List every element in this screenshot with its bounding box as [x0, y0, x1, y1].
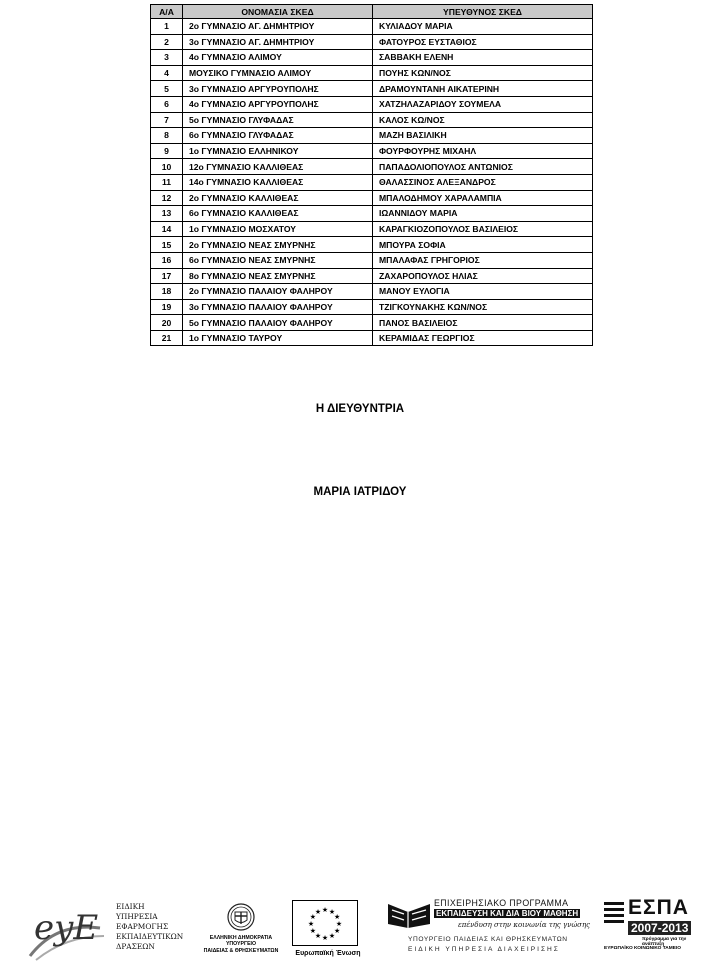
- espa-caption: ΕΥΡΩΠΑΪΚΟ ΚΟΙΝΩΝΙΚΟ ΤΑΜΕΙΟ: [604, 946, 682, 951]
- row-number: 14: [151, 221, 183, 237]
- table-row: [151, 190, 593, 206]
- school-name: 3ο ΓΥΜΝΑΣΙΟ ΑΡΓΥΡΟΥΠΟΛΗΣ: [183, 81, 373, 97]
- table-header-row: [151, 5, 593, 19]
- espa-title: ΕΣΠΑ: [628, 896, 689, 919]
- table-body: [151, 19, 593, 346]
- table-row: [151, 237, 593, 253]
- responsible-name: ΠΑΝΟΣ ΒΑΣΙΛΕΙΟΣ: [373, 315, 593, 331]
- row-number: 20: [151, 315, 183, 331]
- school-name: 6ο ΓΥΜΝΑΣΙΟ ΝΕΑΣ ΣΜΥΡΝΗΣ: [183, 252, 373, 268]
- responsible-name: ΚΑΡΑΓΚΙΟΖΟΠΟΥΛΟΣ ΒΑΣΙΛΕΙΟΣ: [373, 221, 593, 237]
- school-name: 14ο ΓΥΜΝΑΣΙΟ ΚΑΛΛΙΘΕΑΣ: [183, 174, 373, 190]
- table-row: [151, 81, 593, 97]
- table-row: [151, 174, 593, 190]
- table-row: [151, 159, 593, 175]
- responsible-name: ΜΠΟΥΡΑ ΣΟΦΙΑ: [373, 237, 593, 253]
- responsible-name: ΦΑΤΟΥΡΟΣ ΕΥΣΤΑΘΙΟΣ: [373, 34, 593, 50]
- school-name: 5ο ΓΥΜΝΑΣΙΟ ΓΛΥΦΑΔΑΣ: [183, 112, 373, 128]
- responsible-name: ΜΑΖΗ ΒΑΣΙΛΙΚΗ: [373, 128, 593, 144]
- eu-star-icon: ★: [321, 907, 329, 914]
- row-number: 4: [151, 65, 183, 81]
- programme-book-icon: [386, 900, 432, 928]
- school-name: ΜΟΥΣΙΚΟ ΓΥΜΝΑΣΙΟ ΑΛΙΜΟΥ: [183, 65, 373, 81]
- row-number: 12: [151, 190, 183, 206]
- eu-star-icon: ★: [307, 921, 315, 928]
- school-name: 2ο ΓΥΜΝΑΣΙΟ ΚΑΛΛΙΘΕΑΣ: [183, 190, 373, 206]
- responsible-name: ΠΑΠΑΔΟΛΙΟΠΟΥΛΟΣ ΑΝΤΩΝΙΟΣ: [373, 159, 593, 175]
- row-number: 5: [151, 81, 183, 97]
- programme-line4: ΕΙΔΙΚΗ ΥΠΗΡΕΣΙΑ ΔΙΑΧΕΙΡΙΣΗΣ: [408, 946, 560, 953]
- school-name: 6ο ΓΥΜΝΑΣΙΟ ΓΛΥΦΑΔΑΣ: [183, 128, 373, 144]
- row-number: 8: [151, 128, 183, 144]
- table-row: [151, 284, 593, 300]
- row-number: 6: [151, 96, 183, 112]
- school-name: 1ο ΓΥΜΝΑΣΙΟ ΕΛΛΗΝΙΚΟΥ: [183, 143, 373, 159]
- table-row: [151, 252, 593, 268]
- row-number: 11: [151, 174, 183, 190]
- responsible-name: ΠΟΥΗΣ ΚΩΝ/ΝΟΣ: [373, 65, 593, 81]
- school-name: 4ο ΓΥΜΝΑΣΙΟ ΑΡΓΥΡΟΥΠΟΛΗΣ: [183, 96, 373, 112]
- responsible-name: ΚΥΛΙΑΔΟΥ ΜΑΡΙΑ: [373, 19, 593, 35]
- school-name: 1ο ΓΥΜΝΑΣΙΟ ΜΟΣΧΑΤΟΥ: [183, 221, 373, 237]
- row-number: 1: [151, 19, 183, 35]
- table-row: [151, 96, 593, 112]
- row-number: 18: [151, 284, 183, 300]
- programme-line1: ΕΠΙΧΕΙΡΗΣΙΑΚΟ ΠΡΟΓΡΑΜΜΑ: [434, 898, 569, 908]
- table-row: [151, 315, 593, 331]
- schools-table: [150, 4, 593, 346]
- row-number: 13: [151, 206, 183, 222]
- responsible-name: ΖΑΧΑΡΟΠΟΥΛΟΣ ΗΛΙΑΣ: [373, 268, 593, 284]
- responsible-name: ΜΑΝΟΥ ΕΥΛΟΓΙΑ: [373, 284, 593, 300]
- responsible-name: ΣΑΒΒΑΚΗ ΕΛΕΝΗ: [373, 50, 593, 66]
- eye-line: ΕΚΠΑΙΔΕΥΤΙΚΩΝ: [116, 932, 184, 941]
- eu-star-icon: ★: [335, 921, 343, 928]
- school-name: 12ο ΓΥΜΝΑΣΙΟ ΚΑΛΛΙΘΕΑΣ: [183, 159, 373, 175]
- programme-line3: ΥΠΟΥΡΓΕΙΟ ΠΑΙΔΕΙΑΣ ΚΑΙ ΘΡΗΣΚΕΥΜΑΤΩΝ: [408, 936, 568, 943]
- eu-star-icon: ★: [328, 908, 336, 916]
- programme-slogan: επένδυση στην κοινωνία της γνώσης: [458, 921, 591, 929]
- eu-star-icon: ★: [321, 935, 329, 942]
- table-row: [151, 34, 593, 50]
- table-row: [151, 221, 593, 237]
- school-name: 3ο ΓΥΜΝΑΣΙΟ ΑΓ. ΔΗΜΗΤΡΙΟΥ: [183, 34, 373, 50]
- responsible-name: ΜΠΑΛΑΦΑΣ ΓΡΗΓΟΡΙΟΣ: [373, 252, 593, 268]
- row-number: 2: [151, 34, 183, 50]
- row-number: 3: [151, 50, 183, 66]
- eu-star-icon: ★: [314, 908, 322, 916]
- responsible-name: ΦΟΥΡΦΟΥΡΗΣ ΜΙΧΑΗΛ: [373, 143, 593, 159]
- school-name: 6ο ΓΥΜΝΑΣΙΟ ΚΑΛΛΙΘΕΑΣ: [183, 206, 373, 222]
- school-name: 2ο ΓΥΜΝΑΣΙΟ ΑΓ. ΔΗΜΗΤΡΙΟΥ: [183, 19, 373, 35]
- responsible-name: ΤΖΙΓΚΟΥΝΑΚΗΣ ΚΩΝ/ΝΟΣ: [373, 299, 593, 315]
- school-name: 5ο ΓΥΜΝΑΣΙΟ ΠΑΛΑΙΟΥ ΦΑΛΗΡΟΥ: [183, 315, 373, 331]
- school-name: 2ο ΓΥΜΝΑΣΙΟ ΠΑΛΑΙΟΥ ΦΑΛΗΡΟΥ: [183, 284, 373, 300]
- eye-text: [116, 902, 183, 952]
- espa-tagline: πρόγραμμα για την ανάπτυξη: [642, 937, 687, 947]
- gr-line: ΠΑΙΔΕΙΑΣ & ΘΡΗΣΚΕΥΜΑΤΩΝ: [203, 947, 279, 954]
- table-row: [151, 128, 593, 144]
- responsible-name: ΧΑΤΖΗΛΑΖΑΡΙΔΟΥ ΣΟΥΜΕΛΑ: [373, 96, 593, 112]
- row-number: 19: [151, 299, 183, 315]
- greek-republic-text: [200, 935, 282, 954]
- eu-logo: [290, 900, 370, 962]
- table-row: [151, 206, 593, 222]
- eu-stars-icon: [293, 901, 357, 945]
- school-name: 8ο ΓΥΜΝΑΣΙΟ ΝΕΑΣ ΣΜΥΡΝΗΣ: [183, 268, 373, 284]
- header-school-name: ΟΝΟΜΑΣΙΑ ΣΚΕΔ: [183, 5, 373, 19]
- gr-line: ΕΛΛΗΝΙΚΗ ΔΗΜΟΚΡΑΤΙΑ: [209, 935, 273, 941]
- programme-line2: ΕΚΠΑΙΔΕΥΣΗ ΚΑΙ ΔΙΑ ΒΙΟΥ ΜΑΘΗΣΗ: [436, 909, 579, 918]
- row-number: 7: [151, 112, 183, 128]
- eu-star-icon: ★: [333, 928, 341, 935]
- eye-line: ΔΡΑΣΕΩΝ: [116, 942, 155, 951]
- table-row: [151, 299, 593, 315]
- espa-stripes-icon: [602, 900, 626, 926]
- row-number: 21: [151, 330, 183, 346]
- eu-caption: Ευρωπαϊκή Ένωση: [295, 950, 361, 957]
- eye-mark: eyE: [34, 908, 99, 948]
- signature-name: ΜΑΡΙΑ ΙΑΤΡΙΔΟΥ: [313, 486, 407, 498]
- espa-logo: [602, 896, 698, 962]
- school-name: 4ο ΓΥΜΝΑΣΙΟ ΑΛΙΜΟΥ: [183, 50, 373, 66]
- responsible-name: ΔΡΑΜΟΥΝΤΑΝΗ ΑΙΚΑΤΕΡΙΝΗ: [373, 81, 593, 97]
- table-row: [151, 19, 593, 35]
- responsible-name: ΚΑΛΟΣ ΚΩ/ΝΟΣ: [373, 112, 593, 128]
- row-number: 10: [151, 159, 183, 175]
- gr-line: ΥΠΟΥΡΓΕΙΟ: [225, 941, 257, 948]
- espa-years: 2007-2013: [628, 921, 691, 935]
- school-name: 2ο ΓΥΜΝΑΣΙΟ ΝΕΑΣ ΣΜΥΡΝΗΣ: [183, 237, 373, 253]
- table-row: [151, 65, 593, 81]
- responsible-name: ΜΠΑΛΟΔΗΜΟΥ ΧΑΡΑΛΑΜΠΙΑ: [373, 190, 593, 206]
- eu-star-icon: ★: [333, 914, 341, 921]
- school-name: 1ο ΓΥΜΝΑΣΙΟ ΤΑΥΡΟΥ: [183, 330, 373, 346]
- eu-star-icon: ★: [309, 928, 317, 935]
- responsible-name: ΘΑΛΑΣΣΙΝΟΣ ΑΛΕΞΑΝΔΡΟΣ: [373, 174, 593, 190]
- table-row: [151, 50, 593, 66]
- table-row: [151, 330, 593, 346]
- eye-line: ΕΙΔΙΚΗ: [116, 902, 145, 911]
- row-number: 17: [151, 268, 183, 284]
- eye-line: ΕΦΑΡΜΟΓΗΣ: [116, 922, 169, 931]
- header-responsible: ΥΠΕΥΘΥΝΟΣ ΣΚΕΔ: [373, 5, 593, 19]
- signature-role: Η ΔΙΕΥΘΥΝΤΡΙΑ: [315, 403, 405, 415]
- table-row: [151, 268, 593, 284]
- eye-line: ΥΠΗΡΕΣΙΑ: [116, 912, 158, 921]
- table-row: [151, 143, 593, 159]
- responsible-name: ΙΩΑΝΝΙΔΟΥ ΜΑΡΙΑ: [373, 206, 593, 222]
- eu-star-icon: ★: [314, 933, 322, 941]
- greek-republic-logo: [200, 902, 282, 962]
- row-number: 15: [151, 237, 183, 253]
- eu-flag: [292, 900, 358, 946]
- row-number: 9: [151, 143, 183, 159]
- eu-star-icon: ★: [328, 933, 336, 941]
- header-aa: Α/Α: [151, 5, 183, 19]
- row-number: 16: [151, 252, 183, 268]
- school-name: 3ο ΓΥΜΝΑΣΙΟ ΠΑΛΑΙΟΥ ΦΑΛΗΡΟΥ: [183, 299, 373, 315]
- footer-logos: [0, 890, 720, 962]
- responsible-name: ΚΕΡΑΜΙΔΑΣ ΓΕΩΡΓΙΟΣ: [373, 330, 593, 346]
- table-row: [151, 112, 593, 128]
- coat-of-arms-icon: [226, 902, 256, 932]
- programme-logo: [386, 898, 596, 962]
- eu-star-icon: ★: [309, 914, 317, 921]
- eye-logo: [26, 902, 196, 962]
